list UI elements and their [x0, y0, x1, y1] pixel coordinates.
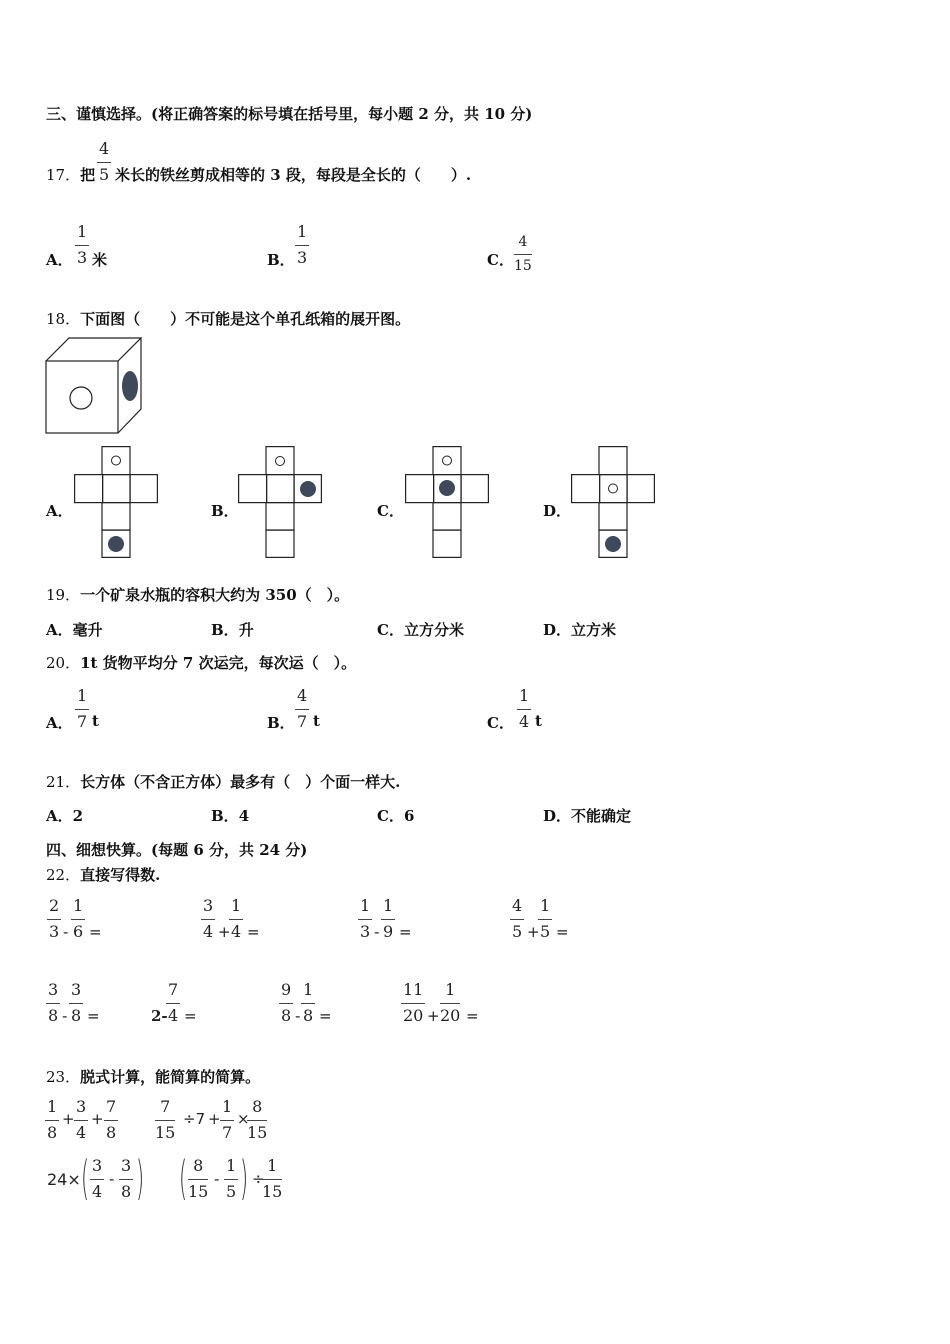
q17-option-a-unit: 米 — [92, 251, 108, 269]
q17-option-b-label[interactable]: B． — [267, 251, 295, 269]
q22-r1-e1-frac-a: 2 3 — [49, 896, 60, 941]
q23-e2-op-1: ÷7 — [183, 1110, 206, 1128]
q21-stem — [46, 771, 400, 792]
filled-hole-icon — [122, 371, 138, 401]
q17-pre: 把 — [80, 166, 96, 184]
q22-r1-e2-eq: = — [247, 923, 260, 941]
q18-option-c-label[interactable]: C． — [377, 502, 404, 520]
q23-e3-pre: 24× — [47, 1170, 81, 1189]
q22-r1-e1-op: - — [63, 923, 69, 941]
q22-text: 直接写得数. — [80, 866, 161, 884]
section-3-title: 三、谨慎选择。(将正确答案的标号填在括号里，每小题 2 分，共 10 分) — [46, 105, 533, 123]
q22-r2-e2-frac-b: 7 4 — [168, 980, 179, 1025]
q23-e3-frac-1: 3 4 — [92, 1156, 103, 1201]
q22-r2-e3-frac-b: 1 8 — [303, 980, 314, 1025]
q23-stem — [46, 1066, 260, 1087]
q22-r1-e2-frac-b: 1 4 — [231, 896, 242, 941]
q23-e4-left-paren: ( — [179, 1151, 188, 1205]
q18-net-b[interactable] — [238, 446, 322, 558]
q23-text: 脱式计算，能简算的简算。 — [80, 1068, 261, 1086]
q22-r2-e1-frac-a: 3 8 — [48, 980, 59, 1025]
q18-option-a-label[interactable]: A． — [46, 502, 73, 520]
q21-option-c[interactable]: C．6 — [377, 807, 415, 825]
q20-option-a-unit: t — [92, 712, 99, 730]
q22-r1-e4-op: + — [527, 923, 540, 941]
q21-option-a[interactable]: A．2 — [46, 807, 84, 825]
q23-e1-frac-3: 7 8 — [106, 1097, 117, 1142]
q18-stem — [46, 308, 410, 329]
q22-r1-e1-frac-b: 1 6 — [73, 896, 84, 941]
q22-r2-e2-pre: 2- — [151, 1007, 168, 1025]
q22-r1-e4-frac-b: 1 5 — [540, 896, 551, 941]
q19-option-c[interactable]: C．立方分米 — [377, 621, 464, 639]
q23-e3-op-1: - — [109, 1170, 115, 1188]
q21-option-b[interactable]: B．4 — [211, 807, 250, 825]
q19-option-d[interactable]: D．立方米 — [543, 621, 617, 639]
q20-number: 20． — [46, 654, 81, 672]
q18-net-d[interactable] — [571, 446, 655, 558]
q18-net-a[interactable] — [74, 446, 158, 558]
q23-e4-op-2: ÷ — [252, 1170, 265, 1188]
q23-e2-op-2: + — [208, 1110, 221, 1128]
q23-e4-frac-3: 1 15 — [262, 1156, 283, 1201]
q22-r1-e2-op: + — [218, 923, 231, 941]
q18-option-d-label[interactable]: D． — [543, 502, 572, 520]
q23-e3-right-paren: ) — [136, 1151, 145, 1205]
q22-r2-e4-op: + — [427, 1007, 440, 1025]
q18-number: 18． — [46, 310, 81, 328]
q17-number: 17． — [46, 166, 81, 184]
q23-number: 23． — [46, 1068, 81, 1086]
q23-e2-frac-2: 1 7 — [222, 1097, 233, 1142]
q17-option-c-fraction: 4 15 — [514, 234, 532, 274]
q23-e1-op-2: + — [91, 1110, 104, 1128]
q19-stem — [46, 584, 349, 605]
q18-net-c[interactable] — [405, 446, 489, 558]
q22-r1-e1-eq: = — [89, 923, 102, 941]
q20-option-b-fraction: 4 7 — [297, 686, 308, 731]
q22-stem — [46, 864, 160, 885]
q23-e2-op-3: × — [237, 1110, 250, 1128]
q18-option-b-label[interactable]: B． — [211, 502, 239, 520]
q19-number: 19． — [46, 586, 81, 604]
q22-r2-e1-frac-b: 3 8 — [71, 980, 82, 1025]
q22-r1-e3-frac-a: 1 3 — [360, 896, 371, 941]
q18-text: 下面图（ ）不可能是这个单孔纸箱的展开图。 — [80, 310, 411, 328]
hollow-hole-icon — [70, 387, 92, 409]
q21-text: 长方体（不含正方体）最多有（ ）个面一样大. — [80, 773, 401, 791]
q20-option-c-label[interactable]: C． — [487, 714, 514, 732]
cube-box-figure — [44, 336, 144, 436]
q22-r2-e3-op: - — [295, 1007, 301, 1025]
q20-option-c-fraction: 1 4 — [519, 686, 530, 731]
q23-e2-frac-1: 7 15 — [155, 1097, 176, 1142]
q20-option-a-label[interactable]: A． — [46, 714, 73, 732]
q20-option-c-unit: t — [535, 712, 542, 730]
q20-option-b-unit: t — [313, 712, 320, 730]
q23-e4-op-1: - — [214, 1170, 220, 1188]
q17-option-b-fraction: 1 3 — [297, 222, 308, 267]
q23-e1-frac-1: 1 8 — [47, 1097, 58, 1142]
q22-r2-e1-eq: = — [87, 1007, 100, 1025]
q20-stem — [46, 652, 356, 673]
q22-r2-e1-op: - — [62, 1007, 68, 1025]
q17-option-a-label[interactable]: A． — [46, 251, 73, 269]
q17-post: 米长的铁丝剪成相等的 3 段，每段是全长的（ ）. — [115, 166, 472, 184]
q20-option-b-label[interactable]: B． — [267, 714, 295, 732]
q22-r1-e4-eq: = — [556, 923, 569, 941]
q23-e4-right-paren: ) — [240, 1151, 249, 1205]
q23-e3-frac-2: 3 8 — [121, 1156, 132, 1201]
q22-r1-e3-eq: = — [399, 923, 412, 941]
q23-e4-frac-2: 1 5 — [226, 1156, 237, 1201]
q17-stem — [46, 164, 95, 185]
q17-option-c-label[interactable]: C． — [487, 251, 514, 269]
q22-r1-e3-op: - — [374, 923, 380, 941]
q22-r1-e2-frac-a: 3 4 — [203, 896, 214, 941]
q22-r2-e2-eq: = — [184, 1007, 197, 1025]
q19-text: 一个矿泉水瓶的容积大约为 350（ ）。 — [80, 586, 350, 604]
q19-option-b[interactable]: B．升 — [211, 621, 254, 639]
q17-option-a-fraction: 1 3 — [77, 222, 88, 267]
q22-r1-e3-frac-b: 1 9 — [383, 896, 394, 941]
q20-option-a-fraction: 1 7 — [77, 686, 88, 731]
q19-option-a[interactable]: A．毫升 — [46, 621, 103, 639]
q23-e2-frac-3: 8 15 — [247, 1097, 268, 1142]
q21-option-d[interactable]: D．不能确定 — [543, 807, 632, 825]
q23-e4-frac-1: 8 15 — [188, 1156, 209, 1201]
q22-r2-e4-frac-a: 11 20 — [403, 980, 424, 1025]
q23-e1-frac-2: 3 4 — [76, 1097, 87, 1142]
q22-r2-e3-eq: = — [319, 1007, 332, 1025]
section-4-title: 四、细想快算。(每题 6 分，共 24 分) — [46, 841, 308, 859]
q20-text: 1t 货物平均分 7 次运完，每次运（ ）。 — [80, 654, 357, 672]
q22-r2-e4-eq: = — [466, 1007, 479, 1025]
q23-e3-left-paren: ( — [81, 1151, 90, 1205]
q22-r2-e3-frac-a: 9 8 — [281, 980, 292, 1025]
q21-number: 21． — [46, 773, 81, 791]
q22-r2-e4-frac-b: 1 20 — [440, 980, 461, 1025]
q23-e1-op-1: + — [62, 1110, 75, 1128]
q17-fraction: 4 5 — [99, 139, 110, 184]
q22-r1-e4-frac-a: 4 5 — [512, 896, 523, 941]
q22-number: 22． — [46, 866, 81, 884]
